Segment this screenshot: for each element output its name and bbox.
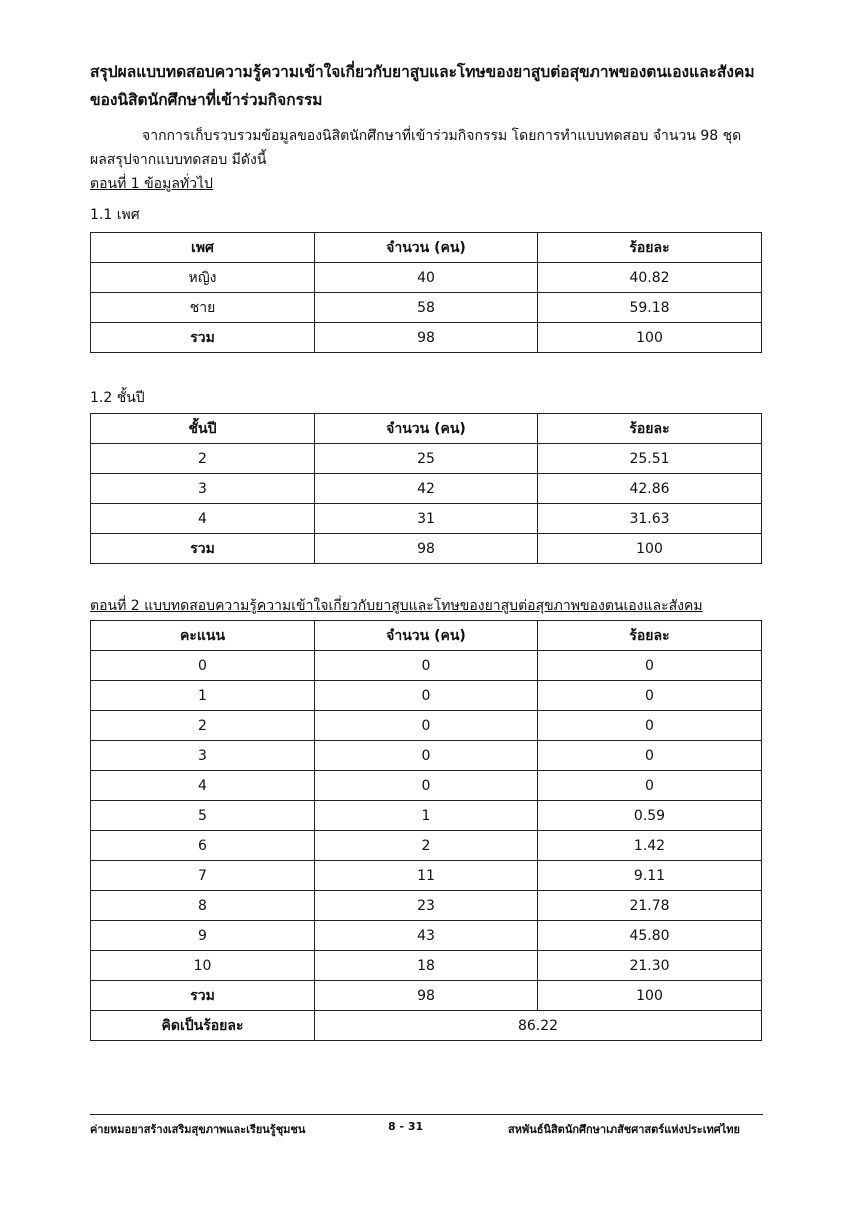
table-cell: 2 xyxy=(315,831,538,861)
header-cell: เพศ xyxy=(91,233,315,263)
table-cell: 2 xyxy=(91,711,315,741)
table-cell: 43 xyxy=(315,921,538,951)
table-cell: 45.80 xyxy=(538,921,762,951)
table-cell: 7 xyxy=(91,861,315,891)
header-cell: ร้อยละ xyxy=(538,233,762,263)
table-cell: 3 xyxy=(91,741,315,771)
table-cell: 18 xyxy=(315,951,538,981)
title-line-2: ของนิสิตนักศึกษาที่เข้าร่วมกิจกรรม xyxy=(90,91,323,109)
table-cell: 1.42 xyxy=(538,831,762,861)
table-cell: 5 xyxy=(91,801,315,831)
table-row xyxy=(91,474,762,504)
header-cell: ชั้นปี xyxy=(91,414,315,444)
percent-row xyxy=(91,1011,762,1041)
table-cell: 0 xyxy=(538,741,762,771)
table-cell: หญิง xyxy=(91,263,315,293)
table-cell: 0 xyxy=(538,681,762,711)
score-table xyxy=(90,620,762,1041)
table-cell: 11 xyxy=(315,861,538,891)
table-cell: รวม xyxy=(91,323,315,353)
total-row xyxy=(91,323,762,353)
table-cell: 25.51 xyxy=(538,444,762,474)
table-cell: รวม xyxy=(91,534,315,564)
table-cell: 0 xyxy=(538,771,762,801)
table-cell: 1 xyxy=(315,801,538,831)
table-row xyxy=(91,504,762,534)
table-cell: 0 xyxy=(91,651,315,681)
header-cell: คะแนน xyxy=(91,621,315,651)
part1-heading: ตอนที่ 1 ข้อมูลทั่วไป xyxy=(90,176,213,192)
table-cell: 59.18 xyxy=(538,293,762,323)
gender-label: 1.1 เพศ xyxy=(90,207,140,223)
intro-line-1: จากการเก็บรวบรวมข้อมูลของนิสิตนักศึกษาที่เข้าร่วมกิจกรรม โดยการทำแบบทดสอบ จำนวน 98 ชุด xyxy=(142,128,742,144)
total-row xyxy=(91,981,762,1011)
total-row xyxy=(91,534,762,564)
year-label: 1.2 ชั้นปี xyxy=(90,390,145,406)
header-cell: จำนวน (คน) xyxy=(315,414,538,444)
table-cell: 6 xyxy=(91,831,315,861)
table-cell: 100 xyxy=(538,534,762,564)
table-cell: ชาย xyxy=(91,293,315,323)
table-cell: 58 xyxy=(315,293,538,323)
footer-left: ค่ายหมอยาสร้างเสริมสุขภาพและเรียนรู้ชุมชน xyxy=(90,1123,306,1136)
table-header-row xyxy=(91,621,762,651)
table-row xyxy=(91,444,762,474)
table-row xyxy=(91,801,762,831)
table-cell: 0.59 xyxy=(538,801,762,831)
header-cell: จำนวน (คน) xyxy=(315,621,538,651)
table-row xyxy=(91,711,762,741)
table-cell: 0 xyxy=(315,711,538,741)
table-cell: 100 xyxy=(538,323,762,353)
table-row xyxy=(91,263,762,293)
document-title xyxy=(90,58,761,114)
intro-line-2: ผลสรุปจากแบบทดสอบ มีดังนี้ xyxy=(90,152,267,168)
table-cell: 21.78 xyxy=(538,891,762,921)
table-cell: 0 xyxy=(315,771,538,801)
intro-paragraph xyxy=(90,124,761,172)
percent-label: คิดเป็นร้อยละ xyxy=(91,1011,315,1041)
title-line-1: สรุปผลแบบทดสอบความรู้ความเข้าใจเกี่ยวกับยาสูบและโทษของยาสูบต่อสุขภาพของตนเองและสังคม xyxy=(90,63,755,81)
table-cell: 25 xyxy=(315,444,538,474)
table-cell: 0 xyxy=(538,651,762,681)
table-cell: 40.82 xyxy=(538,263,762,293)
table-cell: 42 xyxy=(315,474,538,504)
table-cell: 4 xyxy=(91,771,315,801)
year-table xyxy=(90,413,762,564)
header-cell: จำนวน (คน) xyxy=(315,233,538,263)
table-cell: 23 xyxy=(315,891,538,921)
table-row xyxy=(91,651,762,681)
table-cell: 0 xyxy=(315,681,538,711)
table-cell: 10 xyxy=(91,951,315,981)
table-cell: 42.86 xyxy=(538,474,762,504)
table-cell: 9.11 xyxy=(538,861,762,891)
table-cell: 9 xyxy=(91,921,315,951)
table-row xyxy=(91,951,762,981)
gender-table xyxy=(90,232,762,353)
table-cell: 8 xyxy=(91,891,315,921)
table-cell: 98 xyxy=(315,981,538,1011)
table-cell: รวม xyxy=(91,981,315,1011)
table-row xyxy=(91,771,762,801)
table-cell: 31.63 xyxy=(538,504,762,534)
table-cell: 3 xyxy=(91,474,315,504)
page-footer xyxy=(90,1114,763,1136)
table-cell: 100 xyxy=(538,981,762,1011)
part2-heading: ตอนที่ 2 แบบทดสอบความรู้ความเข้าใจเกี่ยวกับยาสูบและโทษของยาสูบต่อสุขภาพของตนเองและสังคม xyxy=(90,598,703,614)
table-cell: 0 xyxy=(315,651,538,681)
table-header-row xyxy=(91,414,762,444)
table-cell: 40 xyxy=(315,263,538,293)
header-cell: ร้อยละ xyxy=(538,414,762,444)
table-cell: 0 xyxy=(315,741,538,771)
table-row xyxy=(91,681,762,711)
table-cell: 2 xyxy=(91,444,315,474)
table-row xyxy=(91,891,762,921)
table-cell: 0 xyxy=(538,711,762,741)
table-row xyxy=(91,861,762,891)
page-number: 8 - 31 xyxy=(388,1120,424,1133)
table-row xyxy=(91,831,762,861)
table-cell: 4 xyxy=(91,504,315,534)
table-cell: 1 xyxy=(91,681,315,711)
footer-right: สหพันธ์นิสิตนักศึกษาเภสัชศาสตร์แห่งประเทศไทย xyxy=(508,1123,740,1136)
table-header-row xyxy=(91,233,762,263)
document-page xyxy=(90,58,761,1041)
percent-value: 86.22 xyxy=(315,1011,762,1041)
table-row xyxy=(91,293,762,323)
header-cell: ร้อยละ xyxy=(538,621,762,651)
table-cell: 98 xyxy=(315,323,538,353)
table-cell: 31 xyxy=(315,504,538,534)
table-cell: 98 xyxy=(315,534,538,564)
table-cell: 21.30 xyxy=(538,951,762,981)
table-row xyxy=(91,921,762,951)
table-row xyxy=(91,741,762,771)
